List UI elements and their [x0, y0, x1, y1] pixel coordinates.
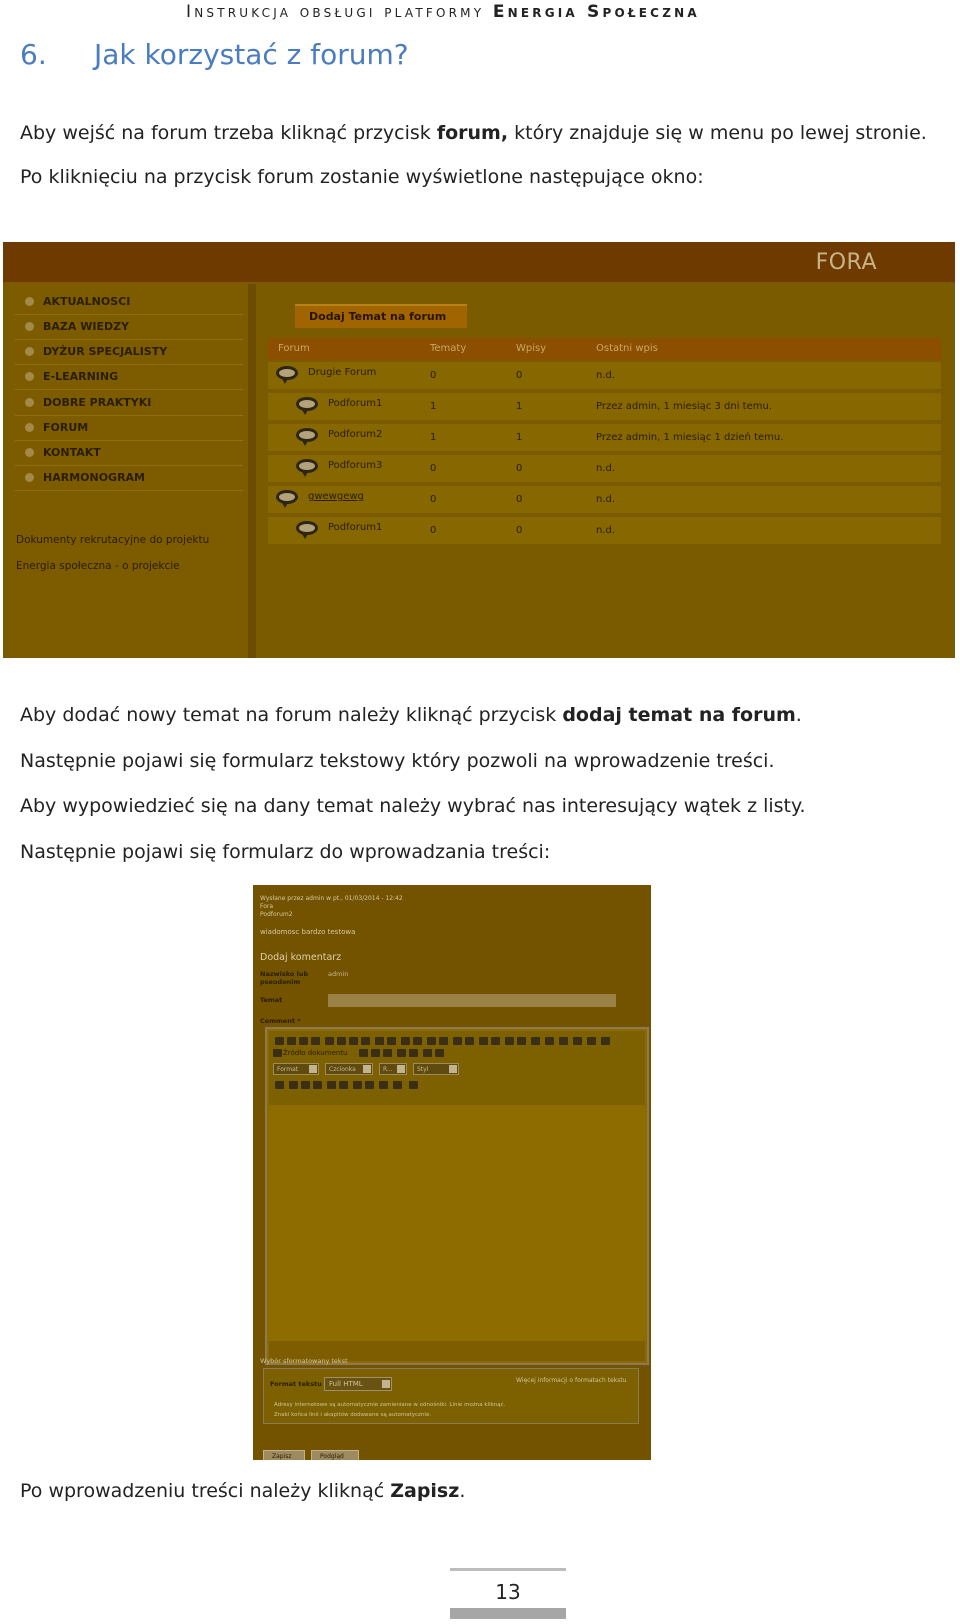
quote-icon[interactable]: [601, 1037, 610, 1045]
menu-item-dobre-praktyki[interactable]: [15, 390, 243, 416]
post-meta-forum[interactable]: Podforum2: [260, 911, 293, 918]
menu-item-label: E-LEARNING: [43, 370, 119, 383]
menu-item-forum[interactable]: [15, 415, 243, 441]
text-color-icon[interactable]: [545, 1037, 554, 1045]
flash-icon[interactable]: [505, 1037, 514, 1045]
align-left-icon[interactable]: [325, 1037, 334, 1045]
hr-icon[interactable]: [517, 1037, 526, 1045]
forum-last-post: n.d.: [596, 525, 616, 536]
preview-button[interactable]: Podgląd: [311, 1450, 359, 1460]
comment-form-screenshot: [253, 885, 651, 1460]
format-dropdown[interactable]: [273, 1063, 319, 1075]
size-dropdown[interactable]: [379, 1063, 407, 1075]
underline-icon[interactable]: [299, 1037, 308, 1045]
forum-page-title: FORA: [815, 250, 877, 275]
intro-paragraph-1: [20, 122, 927, 144]
chevron-down-icon: [363, 1065, 371, 1073]
menu-item-baza-wiedzy[interactable]: [15, 314, 243, 340]
bullet-icon: [25, 423, 34, 432]
table-row[interactable]: [268, 424, 941, 453]
editor-content-area[interactable]: [269, 1107, 645, 1341]
copy-icon[interactable]: [371, 1049, 380, 1057]
table-row[interactable]: [268, 486, 941, 515]
format-bullet-2: Znaki końca linii i akapitów dodawane są automatycznie.: [274, 1412, 432, 1418]
forum-topbar: [3, 242, 955, 282]
running-header-part2: Energia Społeczna: [492, 2, 700, 22]
forum-name[interactable]: Podforum2: [328, 429, 383, 440]
post-meta-author: Wysłane przez admin w pt., 01/03/2014 - 12:42: [260, 895, 403, 902]
intro-text-end: który znajduje się w menu po lewej stronie.: [508, 122, 927, 144]
forum-divider: [248, 284, 256, 658]
forum-table-header: [268, 338, 941, 360]
forum-topics: 1: [430, 401, 437, 412]
middle-text-end: .: [795, 704, 802, 726]
outdent-icon[interactable]: [427, 1037, 436, 1045]
smiley-icon[interactable]: [353, 1081, 362, 1089]
font-dropdown[interactable]: [325, 1063, 373, 1075]
spellcheck-icon[interactable]: [327, 1081, 336, 1089]
anchor-icon[interactable]: [365, 1081, 374, 1089]
add-comment-heading: Dodaj komentarz: [260, 952, 342, 963]
menu-item-dyzur-specjalisty[interactable]: [15, 339, 243, 365]
redo-icon[interactable]: [387, 1037, 396, 1045]
undo-icon[interactable]: [375, 1037, 384, 1045]
format-info-link[interactable]: Więcej informacji o formatach tekstu: [516, 1377, 627, 1384]
bold-icon[interactable]: [275, 1037, 284, 1045]
forum-topics: 0: [430, 494, 437, 505]
forum-posts: 0: [516, 370, 523, 381]
section-title-text: Jak korzystać z forum?: [94, 38, 409, 71]
replace-icon[interactable]: [409, 1049, 418, 1057]
menu-item-label: FORUM: [43, 421, 89, 434]
forum-bubble-icon: [276, 490, 298, 507]
page-break-icon[interactable]: [379, 1081, 388, 1089]
forum-topics: 0: [430, 525, 437, 536]
footer-bar: [450, 1608, 566, 1619]
menu-item-aktualnosci[interactable]: [15, 289, 243, 315]
intro-bold-forum: forum,: [436, 122, 509, 144]
subject-input[interactable]: [328, 994, 616, 1007]
post-meta-category[interactable]: Fora: [260, 903, 274, 910]
name-label: Nazwisko lub pseudonim: [260, 970, 309, 986]
table-row[interactable]: [268, 455, 941, 484]
menu-item-label: AKTUALNOSCI: [43, 295, 131, 308]
font-dropdown-label: Czcionka: [329, 1066, 356, 1073]
forum-topics: 0: [430, 463, 437, 474]
bullet-list-icon[interactable]: [413, 1037, 422, 1045]
menu-item-label: HARMONOGRAM: [43, 471, 146, 484]
bullet-icon: [25, 372, 34, 381]
style-dropdown[interactable]: [413, 1063, 459, 1075]
middle-bold-add-topic: dodaj temat na forum: [562, 704, 796, 726]
rich-text-editor[interactable]: [265, 1027, 649, 1365]
add-topic-button[interactable]: Dodaj Temat na forum: [295, 304, 467, 328]
forum-last-post: Przez admin, 1 miesiąc 1 dzień temu.: [596, 432, 784, 443]
unlink-icon[interactable]: [465, 1037, 474, 1045]
forum-bubble-icon: [276, 366, 298, 383]
intro-text: Aby wejść na forum trzeba kliknąć przycisk: [20, 122, 437, 144]
format-bullet-1: Adresy internetowe są automatycznie zamieniane w odnośniki. Linie można kliknąć.: [274, 1402, 506, 1408]
forum-posts: 0: [516, 525, 523, 536]
chevron-down-icon: [382, 1380, 390, 1388]
forum-bubble-icon: [296, 428, 318, 445]
section-title: [20, 38, 409, 71]
link-icon[interactable]: [453, 1037, 462, 1045]
middle-paragraph-3: Aby wypowiedzieć się na dany temat należy wybrać nas interesujący wątek z listy.: [20, 795, 806, 817]
forum-name[interactable]: gwewgewg: [308, 491, 364, 502]
forum-bubble-icon: [296, 459, 318, 476]
select-all-icon[interactable]: [423, 1049, 432, 1057]
column-header: Forum: [278, 343, 310, 354]
column-header: Ostatni wpis: [596, 343, 658, 354]
bullet-icon: [25, 322, 34, 331]
footer-rule: [450, 1568, 566, 1571]
text-format-box: [263, 1368, 639, 1424]
bg-color-icon[interactable]: [559, 1037, 568, 1045]
text-format-value: Full HTML: [329, 1380, 363, 1388]
chevron-down-icon: [397, 1065, 405, 1073]
forum-name[interactable]: Podforum3: [328, 460, 383, 471]
paste-icon[interactable]: [531, 1037, 540, 1045]
image-icon[interactable]: [479, 1037, 488, 1045]
subscript-icon[interactable]: [587, 1037, 596, 1045]
final-bold-save: Zapisz: [390, 1480, 460, 1502]
bullet-icon: [25, 297, 34, 306]
middle-paragraph-2: Następnie pojawi się formularz tekstowy który pozwoli na wprowadzenie treści.: [20, 750, 775, 772]
menu-item-label: BAZA WIEDZY: [43, 320, 130, 333]
justify-icon[interactable]: [361, 1037, 370, 1045]
forum-name[interactable]: Podforum1: [328, 398, 383, 409]
table-row[interactable]: [268, 517, 941, 546]
menu-item-e-learning[interactable]: [15, 364, 243, 390]
running-header-part1: Instrukcja obsługi platformy: [186, 2, 493, 22]
source-icon[interactable]: [273, 1049, 282, 1057]
text-format-select[interactable]: [324, 1377, 392, 1391]
save-button[interactable]: Zapisz: [263, 1450, 305, 1460]
final-text: Po wprowadzeniu treści należy kliknąć: [20, 1480, 391, 1502]
style-dropdown-label: Styl: [417, 1066, 429, 1073]
forum-last-post: n.d.: [596, 494, 616, 505]
editor-toolbar: [269, 1031, 645, 1105]
find-icon[interactable]: [397, 1049, 406, 1057]
forum-last-post: n.d.: [596, 370, 616, 381]
forum-posts: 0: [516, 494, 523, 505]
menu-item-label: DYŻUR SPECJALISTY: [43, 345, 168, 358]
subject-label: Temat: [260, 996, 283, 1004]
bullet-icon: [25, 398, 34, 407]
superscript-icon[interactable]: [573, 1037, 582, 1045]
bullet-icon: [25, 473, 34, 482]
menu-item-label: KONTAKT: [43, 446, 101, 459]
size-dropdown-label: R...: [383, 1066, 393, 1073]
table-row[interactable]: [268, 393, 941, 422]
middle-text: Aby dodać nowy temat na forum należy kliknąć przycisk: [20, 704, 563, 726]
show-blocks-icon[interactable]: [393, 1081, 402, 1089]
forum-name[interactable]: Drugie Forum: [308, 367, 377, 378]
maximize-icon[interactable]: [275, 1081, 284, 1089]
comment-label: Comment *: [260, 1017, 301, 1025]
about-icon[interactable]: [409, 1081, 418, 1089]
running-header: [186, 2, 700, 22]
forum-screenshot: [3, 242, 955, 658]
forum-topics: 0: [430, 370, 437, 381]
template-icon[interactable]: [301, 1081, 310, 1089]
table-icon[interactable]: [491, 1037, 500, 1045]
print-icon[interactable]: [313, 1081, 322, 1089]
preview-icon[interactable]: [289, 1081, 298, 1089]
name-value: admin: [328, 970, 349, 978]
remove-format-icon[interactable]: [435, 1049, 444, 1057]
forum-bubble-icon: [296, 397, 318, 414]
forum-name[interactable]: Podforum1: [328, 522, 383, 533]
indent-icon[interactable]: [439, 1037, 448, 1045]
intro-paragraph-2: Po kliknięciu na przycisk forum zostanie wyświetlone następujące okno:: [20, 166, 704, 188]
special-char-icon[interactable]: [339, 1081, 348, 1089]
forum-posts: 1: [516, 432, 523, 443]
italic-icon[interactable]: [287, 1037, 296, 1045]
section-number: 6.: [20, 38, 47, 71]
final-paragraph: [20, 1480, 465, 1502]
chevron-down-icon: [309, 1065, 317, 1073]
format-dropdown-label: Format: [277, 1066, 299, 1073]
strike-icon[interactable]: [311, 1037, 320, 1045]
forum-last-post: Przez admin, 1 miesiąc 3 dni temu.: [596, 401, 773, 412]
doc-link-o-projekcie[interactable]: Energia społeczna - o projekcie: [16, 560, 180, 572]
cut-icon[interactable]: [359, 1049, 368, 1057]
forum-posts: 0: [516, 463, 523, 474]
doc-link-rekrutacja[interactable]: Dokumenty rekrutacyjne do projektu: [16, 534, 210, 546]
source-button[interactable]: Źródło dokumentu: [283, 1049, 348, 1057]
forum-posts: 1: [516, 401, 523, 412]
forum-last-post: n.d.: [596, 463, 616, 474]
bullet-icon: [25, 347, 34, 356]
align-center-icon[interactable]: [337, 1037, 346, 1045]
format-section-label: Wybór sformatowany tekst: [260, 1357, 348, 1365]
post-message: wiadomosc bardzo testowa: [260, 928, 356, 936]
table-row[interactable]: [268, 362, 941, 391]
bullet-icon: [25, 448, 34, 457]
forum-bubble-icon: [296, 521, 318, 538]
menu-item-harmonogram[interactable]: [15, 465, 243, 491]
middle-paragraph-4: Następnie pojawi się formularz do wprowadzania treści:: [20, 841, 551, 863]
menu-item-kontakt[interactable]: [15, 440, 243, 466]
format-label: Format tekstu: [270, 1380, 322, 1388]
middle-paragraph-1: [20, 704, 802, 726]
menu-item-label: DOBRE PRAKTYKI: [43, 396, 152, 409]
chevron-down-icon: [449, 1065, 457, 1073]
paste-text-icon[interactable]: [383, 1049, 392, 1057]
forum-topics: 1: [430, 432, 437, 443]
column-header: Tematy: [430, 343, 467, 354]
page-number: 13: [495, 1580, 521, 1604]
column-header: Wpisy: [516, 343, 547, 354]
final-text-end: .: [459, 1480, 466, 1502]
align-right-icon[interactable]: [349, 1037, 358, 1045]
numbered-list-icon[interactable]: [401, 1037, 410, 1045]
